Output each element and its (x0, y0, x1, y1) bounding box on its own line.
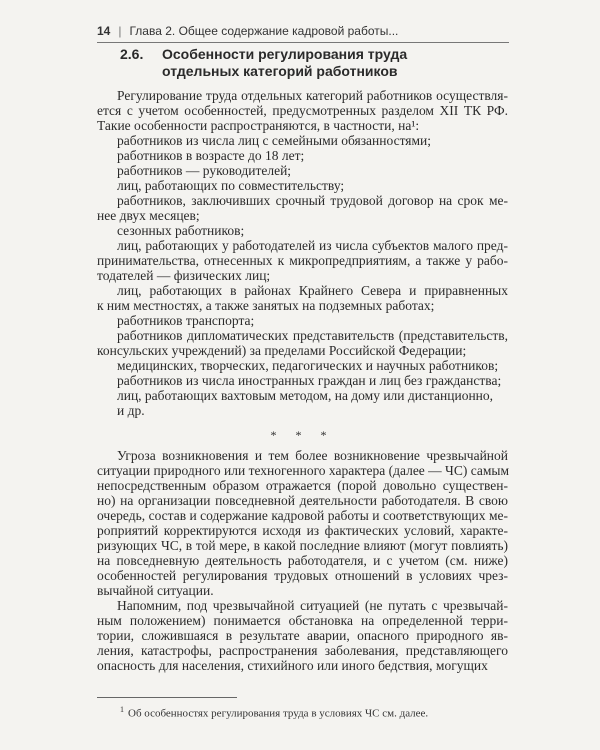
paragraph (97, 403, 508, 418)
text-line: ным положением) понимается обстановка на определенной терри- (97, 613, 508, 628)
categories-block (97, 88, 508, 418)
page-number: 14 (97, 24, 111, 38)
text-line: на повседневную деятельность работодателя, и с учетом (см. ниже) (97, 553, 508, 568)
body-text (97, 88, 508, 673)
text-line: Напомним, под чрезвычайной ситуацией (не путать с чрезвычай- (117, 598, 508, 613)
paragraph (97, 148, 508, 163)
text-line: Такие особенности распространяются, в частности, на¹: (97, 118, 420, 133)
running-header (97, 24, 507, 38)
text-line: медицинских, творческих, педагогических и научных работников; (117, 358, 499, 373)
paragraph (97, 373, 508, 388)
footnote-rule (97, 697, 237, 698)
paragraph (97, 283, 508, 313)
paragraph (97, 388, 508, 403)
text-line: опасность для населения, стихийного или иного бедствия, могущих (97, 658, 488, 673)
emergency-block (97, 448, 508, 673)
paragraph (97, 163, 508, 178)
header-separator: | (118, 24, 122, 38)
text-line: сезонных работников; (117, 223, 245, 238)
text-line: Угроза возникновения и тем более возникновение чрезвычайной (117, 448, 508, 463)
running-title: Глава 2. Общее содержание кадровой работы... (129, 24, 399, 38)
text-line: работников, заключивших срочный трудовой договор на срок ме- (117, 193, 508, 208)
paragraph (97, 238, 508, 283)
text-line: ризующих ЧС, в той мере, в какой последние влияют (могут повлиять) (97, 538, 508, 553)
text-line: лиц, работающих по совместительству; (117, 178, 345, 193)
paragraph (97, 448, 508, 598)
text-line: и др. (117, 403, 145, 418)
text-line: принимательства, отнесенных к микропредприятиям, а также у рабо- (97, 253, 508, 268)
text-line: Регулирование труда отдельных категорий работников осуществля- (117, 88, 508, 103)
text-line: но) на организации повседневной деятельности работодателя. В свою (97, 493, 508, 508)
text-line: лиц, работающих у работодателей из числа субъектов малого пред- (117, 238, 508, 253)
section-title-line1: Особенности регулирования труда (162, 46, 408, 62)
text-line: работников из числа иностранных граждан и лиц без гражданства; (117, 373, 502, 388)
paragraph (97, 193, 508, 223)
paragraph (97, 598, 508, 673)
section-number: 2.6. (120, 46, 144, 62)
text-line: работников — руководителей; (117, 163, 292, 178)
text-line: ситуации природного или техногенного характера (далее — ЧС) самым (97, 463, 510, 478)
paragraph (97, 133, 508, 148)
text-line: очередь, состав и содержание кадровой работы и соответствующих ме- (97, 508, 508, 523)
footnote-marker: 1 (120, 705, 124, 714)
section-heading (120, 46, 407, 80)
paragraph (97, 223, 508, 238)
paragraph (97, 178, 508, 193)
text-line: лиц, работающих в районах Крайнего Севера и приравненных (117, 283, 508, 298)
text-line: тодателей — физических лиц; (97, 268, 271, 283)
text-line: непосредственным образом отражается (порой довольно существен- (97, 478, 508, 493)
text-line: работников транспорта; (117, 313, 255, 328)
paragraph (97, 313, 508, 328)
text-line: работников в возрасте до 18 лет; (117, 148, 305, 163)
paragraph (97, 328, 508, 358)
text-line: работников из числа лиц с семейными обязанностями; (117, 133, 432, 148)
text-line: консульских учреждений) за пределами Российской Федерации; (97, 343, 467, 358)
text-line: ется с учетом особенностей, предусмотренных разделом XII ТК РФ. (97, 103, 508, 118)
footnote (120, 703, 428, 721)
text-line: вычайной ситуации. (97, 583, 214, 598)
text-line: роприятий корректируются исходя из фактических условий, характе- (97, 523, 508, 538)
text-line: к ним местностях, а также занятых на подземных работах; (97, 298, 435, 313)
text-line: работников дипломатических представительств (представительств, (117, 328, 508, 343)
paragraph (97, 88, 508, 133)
section-title-line2: отдельных категорий работников (162, 63, 398, 79)
text-line: нее двух месяцев; (97, 208, 200, 223)
footnote-text: Об особенностях регулирования труда в условиях ЧС см. далее. (128, 707, 429, 720)
paragraph (97, 358, 508, 373)
header-rule (97, 42, 509, 43)
text-line: особенностей регулирования трудовых отношений в условиях чрез- (97, 568, 508, 583)
text-line: ления, катастрофы, распространения заболевания, представляющего (97, 643, 508, 658)
text-line: лиц, работающих вахтовым методом, на дому или дистанционно, (117, 388, 494, 403)
text-line: тории, сложившаяся в результате аварии, опасного природного яв- (97, 628, 508, 643)
section-break-stars: * * * (270, 428, 335, 442)
